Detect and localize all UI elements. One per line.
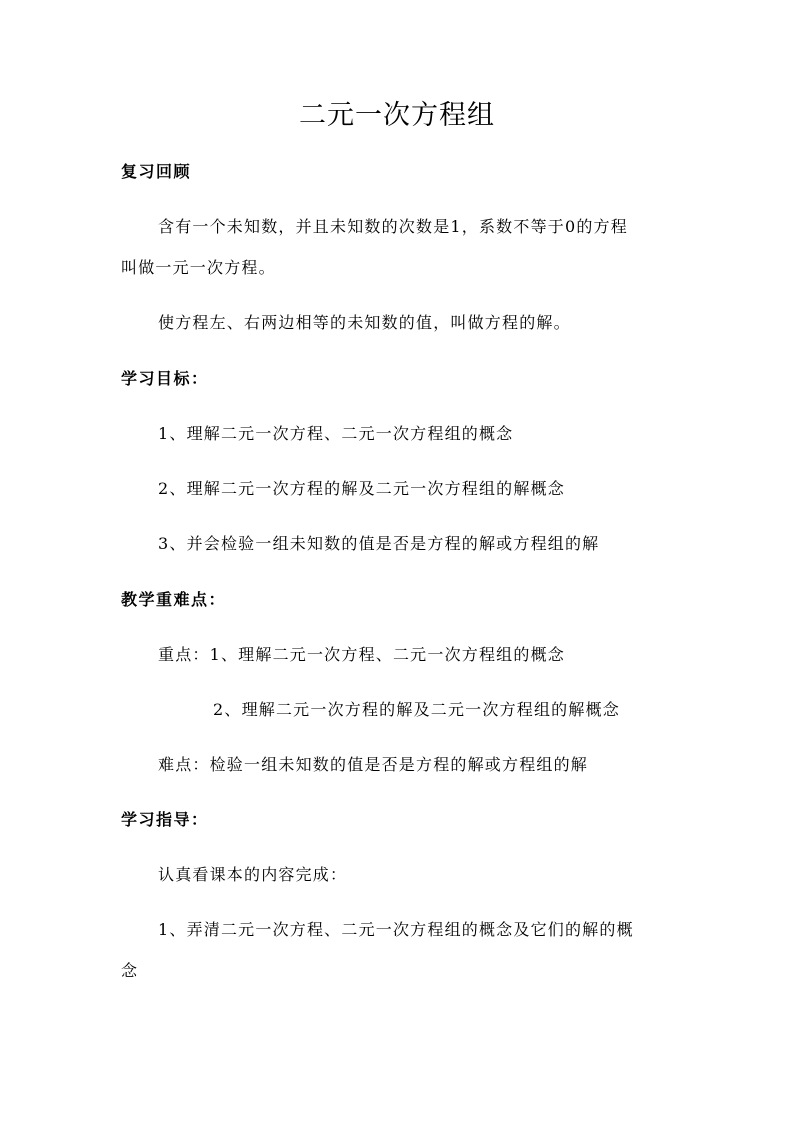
document-title: 二元一次方程组	[299, 100, 495, 131]
review-heading: 复习回顾	[121, 162, 192, 181]
goal-item-1: 1、理解二元一次方程、二元一次方程组的概念	[158, 424, 514, 443]
key-points-heading: 教学重难点：	[121, 590, 227, 609]
goal-item-3: 3、并会检验一组未知数的值是否是方程的解或方程组的解	[158, 534, 600, 553]
review-paragraph-1-line-2: 叫做一元一次方程。	[121, 258, 276, 277]
difficulty-line: 难点：检验一组未知数的值是否是方程的解或方程组的解	[158, 755, 589, 774]
key-point-line-1: 重点：1、理解二元一次方程、二元一次方程组的概念	[158, 645, 565, 664]
guide-item-1-line-1: 1、弄清二元一次方程、二元一次方程组的概念及它们的解的概	[158, 920, 634, 939]
goals-heading: 学习目标：	[121, 369, 209, 388]
guide-heading: 学习指导：	[121, 810, 209, 829]
review-paragraph-1-line-1: 含有一个未知数，并且未知数的次数是1，系数不等于0的方程	[158, 217, 628, 236]
review-paragraph-2: 使方程左、右两边相等的未知数的值，叫做方程的解。	[158, 313, 571, 332]
guide-intro: 认真看课本的内容完成：	[158, 865, 348, 884]
guide-item-1-line-2: 念	[121, 961, 139, 980]
goal-item-2: 2、理解二元一次方程的解及二元一次方程组的解概念	[158, 479, 565, 498]
key-point-line-2: 2、理解二元一次方程的解及二元一次方程组的解概念	[213, 700, 620, 719]
